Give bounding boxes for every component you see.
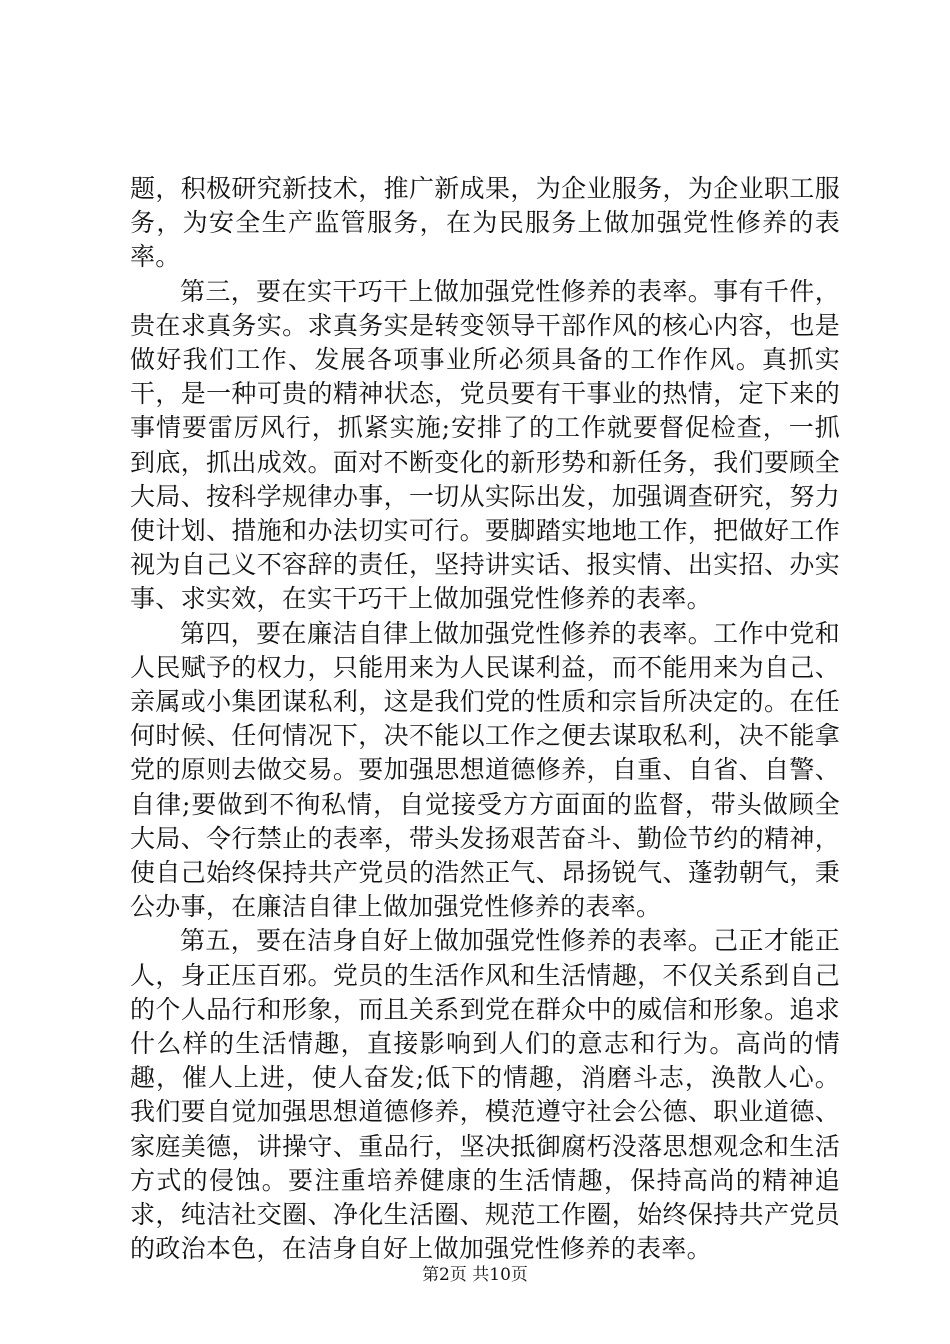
paragraph-fifth-point: 第五，要在洁身自好上做加强党性修养的表率。己正才能正人，身正压百邪。党员的生活作风和生活情趣，不仅关系到自己的个人品行和形象，而且关系到党在群众中的威信和形象。追求什么样的生活情趣，直接影响到人们的意志和行为。高尚的情趣，催人上进，使人奋发;低下的情趣，消磨斗志，涣散人心。我们要自觉加强思想道德修养，模范遵守社会公德、职业道德、家庭美德，讲操守、重品行，坚决抵御腐朽没落思想观念和生活方式的侵蚀。要注重培养健康的生活情趣，保持高尚的精神追求，纯洁社交圈、净化生活圈、规范工作圈，始终保持共产党员的政治本色，在洁身自好上做加强党性修养的表率。: [130, 926, 840, 1264]
page-number-footer: 第2页 共10页: [422, 1265, 528, 1285]
paragraph-third-point: 第三，要在实干巧干上做加强党性修养的表率。事有千件，贵在求真务实。求真务实是转变领导干部作风的核心内容，也是做好我们工作、发展各项事业所必须具备的工作作风。真抓实干，是一种可贵的精神状态，党员要有干事业的热情，定下来的事情要雷厉风行，抓紧实施;安排了的工作就要督促检查，一抓到底，抓出成效。面对不断变化的新形势和新任务，我们要顾全大局、按科学规律办事，一切从实际出发，加强调查研究，努力使计划、措施和办法切实可行。要脚踏实地地工作，把做好工作视为自己义不容辞的责任，坚持讲实话、报实情、出实招、办实事、求实效，在实干巧干上做加强党性修养的表率。: [130, 276, 840, 614]
document-body: [130, 172, 840, 1267]
paragraph-fourth-point: 第四，要在廉洁自律上做加强党性修养的表率。工作中党和人民赋予的权力，只能用来为人民谋利益，而不能用来为自己、亲属或小集团谋私利，这是我们党的性质和宗旨所决定的。在任何时候、任何情况下，决不能以工作之便去谋取私利，决不能拿党的原则去做交易。要加强思想道德修养，自重、自省、自警、自律;要做到不徇私情，自觉接受方方面面的监督，带头做顾全大局、令行禁止的表率，带头发扬艰苦奋斗、勤俭节约的精神，使自己始终保持共产党员的浩然正气、昂扬锐气、蓬勃朝气，秉公办事，在廉洁自律上做加强党性修养的表率。: [130, 618, 840, 922]
paragraph-continuation: 题，积极研究新技术，推广新成果，为企业服务，为企业职工服务，为安全生产监管服务，在为民服务上做加强党性修养的表率。: [130, 174, 840, 272]
